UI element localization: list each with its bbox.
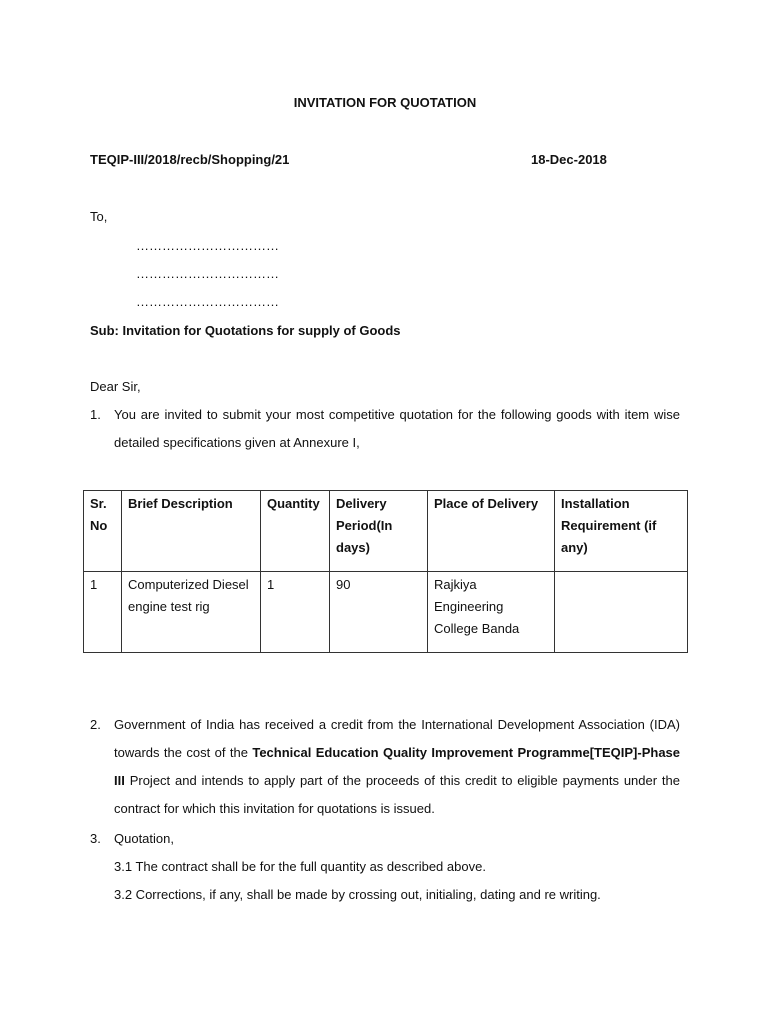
cell-delivery-period: 90 <box>330 572 428 653</box>
cell-quantity: 1 <box>261 572 330 653</box>
paragraph-2-text-b: Project and intends to apply part of the proceeds of this credit to eligible payments under the contract for which this invitation for quotations is issued. <box>114 773 680 816</box>
address-line-2: …………………………… <box>136 266 279 281</box>
address-line-3: …………………………… <box>136 294 279 309</box>
paragraph-2-number: 2. <box>90 717 101 732</box>
paragraph-1-text: You are invited to submit your most competitive quotation for the following goods with item wise detailed specifications given at Annexure I, <box>114 407 680 450</box>
paragraph-2-programme-name: Technical Education Quality Improvement Programme[TEQIP]-Phase III <box>114 745 681 788</box>
cell-installation-requirement <box>555 572 688 653</box>
document-date: 18-Dec-2018 <box>531 152 607 167</box>
paragraph-1 <box>90 401 680 457</box>
header-installation-requirement: Installation Requirement (if any) <box>555 491 688 572</box>
paragraph-2-text-a: Government of India has received a credit from the International Development Association (IDA) towards the cost of the <box>114 717 680 760</box>
paragraph-2 <box>90 711 680 823</box>
cell-place-of-delivery: Rajkiya Engineering College Banda <box>428 572 555 653</box>
document-title: INVITATION FOR QUOTATION <box>293 95 477 110</box>
header-brief-description: Brief Description <box>122 491 261 572</box>
clause-3-1: 3.1 The contract shall be for the full quantity as described above. <box>114 859 486 874</box>
paragraph-2-text <box>114 711 680 823</box>
subject-line: Sub: Invitation for Quotations for supply of Goods <box>90 323 401 338</box>
address-line-1: …………………………… <box>136 238 279 253</box>
header-delivery-period: Delivery Period(In days) <box>330 491 428 572</box>
reference-number: TEQIP-III/2018/recb/Shopping/21 <box>90 152 290 167</box>
header-place-of-delivery: Place of Delivery <box>428 491 555 572</box>
clause-3-2: 3.2 Corrections, if any, shall be made by crossing out, initialing, dating and re writing. <box>114 887 601 902</box>
paragraph-3-text: Quotation, <box>114 831 174 846</box>
paragraph-3 <box>90 825 680 853</box>
greeting: Dear Sir, <box>90 379 141 394</box>
salutation-to: To, <box>90 209 108 224</box>
goods-table <box>83 490 688 653</box>
table-header-row <box>84 491 688 572</box>
paragraph-3-number: 3. <box>90 831 101 846</box>
cell-sr-no: 1 <box>84 572 122 653</box>
header-sr-no: Sr. No <box>84 491 122 572</box>
header-quantity: Quantity <box>261 491 330 572</box>
table-row <box>84 572 688 653</box>
cell-brief-description: Computerized Diesel engine test rig <box>122 572 261 653</box>
paragraph-1-number: 1. <box>90 407 101 422</box>
